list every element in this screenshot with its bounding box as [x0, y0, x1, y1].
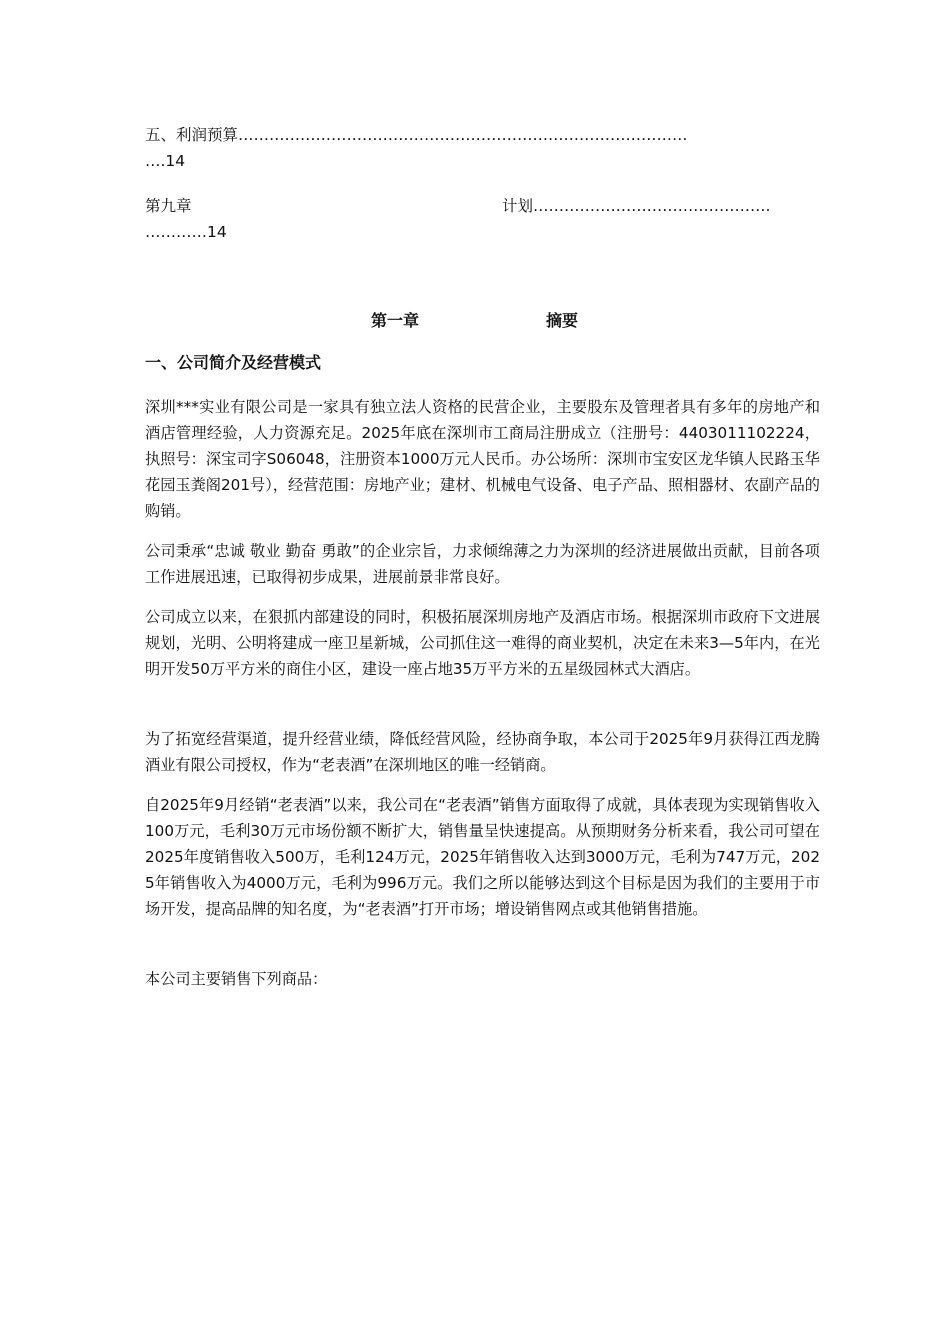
paragraph-distribution-rights: 为了拓宽经营渠道，提升经营业绩，降低经营风险，经协商争取，本公司于2025年9月获得江西龙腾酒业有限公司授权，作为“老表酒”在深圳地区的唯一经销商。: [145, 730, 820, 774]
chapter-number: 第一章: [371, 311, 420, 330]
section-heading: 一、公司简介及经营模式: [145, 353, 322, 372]
toc-page-number: ….14: [145, 152, 186, 170]
toc-page-number: …………14: [145, 223, 227, 241]
toc-entry-page-number: [145, 148, 805, 174]
paragraph-company-intro: 深圳***实业有限公司是一家具有独立法人资格的民营企业，主要股东及管理者具有多年的房地产和酒店管理经验，人力资源充足。2025年底在深圳市工商局注册成立（注册号：4403011102224，执照号：深宝司字S06048，注册资本1000万元人民币。办公场所：深圳市宝安区龙华镇人民路玉华花园玉粪阁201号），经营范围：房地产业；建材、机械电气设备、电子产品、照相器材、农副产品的购销。: [145, 398, 820, 520]
toc-entry-profit-budget: [145, 122, 805, 148]
toc-entry-chapter-nine: [145, 193, 805, 219]
chapter-title: 摘要: [546, 311, 579, 330]
toc-entry-page-number: [145, 219, 805, 245]
paragraph-company-tenet: 公司秉承“忠诚 敬业 勤奋 勇敢”的企业宗旨，力求倾绵薄之力为深圳的经济进展做出贡献，目前各项工作进展迅速，已取得初步成果，进展前景非常良好。: [145, 542, 820, 586]
toc-entry-label: 第九章: [145, 197, 192, 215]
paragraph-market-expansion: 公司成立以来，在狠抓内部建设的同时，积极拓展深圳房地产及酒店市场。根据深圳市政府下文进展规划，光明、公明将建成一座卫星新城，公司抓住这一难得的商业契机，决定在未来3—5年内，在光明开发50万平方米的商住小区，建设一座占地35万平方米的五星级园林式大酒店。: [145, 608, 820, 678]
paragraph-sales-results: 自2025年9月经销“老表酒”以来，我公司在“老表酒”销售方面取得了成就，具体表现为实现销售收入100万元，毛利30万元市场份额不断扩大，销售量呈快速提高。从预期财务分析来看，我公司可望在2025年度销售收入500万，毛利124万元，2025年销售收入达到3000万元，毛利为747万元，2025年销售收入为4000万元，毛利为996万元。我们之所以能够达到这个目标是因为我们的主要用于市场开发，提高品牌的知名度，为“老表酒”打开市场；增设销售网点或其他销售措施。: [145, 796, 820, 918]
toc-entry-leader: ……………………………………………………………………………: [238, 126, 688, 144]
paragraph-products-intro: 本公司主要销售下列商品：: [145, 970, 328, 988]
toc-entry-title-leader: 计划……………………………………….: [502, 197, 771, 215]
toc-entry-label: 五、利润预算: [145, 126, 239, 144]
